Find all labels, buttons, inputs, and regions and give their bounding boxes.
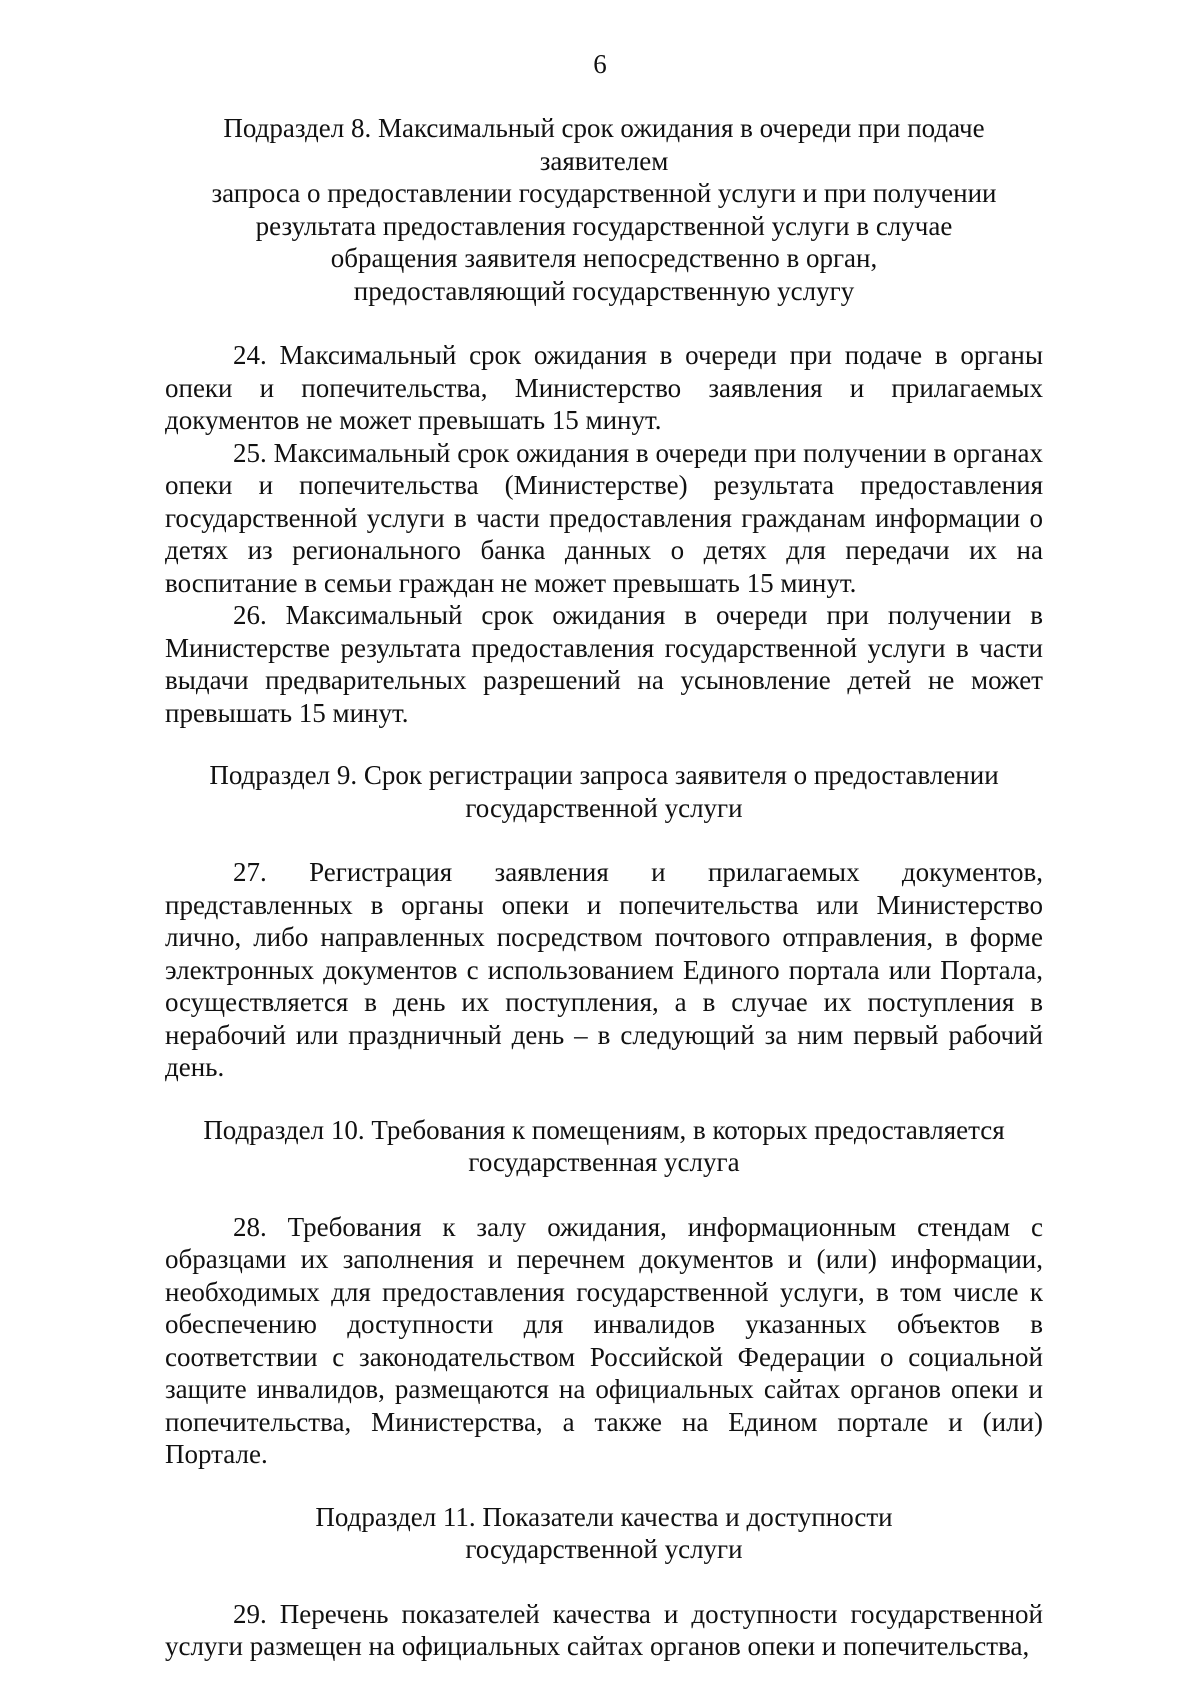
subsection-10 xyxy=(165,1114,1043,1471)
paragraph-29: 29. Перечень показателей качества и доступности государственной услуги размещен на официальных сайтах органов опеки и попечительства, xyxy=(165,1598,1043,1661)
heading-line: государственной услуги xyxy=(465,792,743,823)
heading-line: Подраздел 11. Показатели качества и доступности xyxy=(315,1501,893,1532)
subsection-9 xyxy=(165,759,1043,1084)
paragraph-26: 26. Максимальный срок ожидания в очереди при получении в Министерстве результата предоставления государственной услуги в части выдачи предварительных разрешений на усыновление детей не может превышать 15 минут. xyxy=(165,600,1043,728)
heading-line: Подраздел 10. Требования к помещениям, в которых предоставляется xyxy=(203,1114,1005,1145)
subsection-heading xyxy=(165,112,1043,307)
heading-line: предоставляющий государственную услугу xyxy=(353,275,855,306)
page-number: 6 xyxy=(593,49,607,79)
heading-line: Подраздел 9. Срок регистрации запроса заявителя о предоставлении xyxy=(209,760,999,790)
heading-line: Подраздел 8. Максимальный срок ожидания в очереди при подаче заявителем xyxy=(223,113,985,176)
subsection-heading xyxy=(165,1501,1043,1566)
subsection-11 xyxy=(165,1501,1043,1663)
paragraph-25: 25. Максимальный срок ожидания в очереди при получении в органах опеки и попечительства (Министерстве) результата предоставления государственной услуги в части предоставления гражданам информации о детях из регионального банка данных о детях для передачи их на воспитание в семьи граждан не может превышать 15 минут. xyxy=(165,437,1043,598)
subsection-heading xyxy=(165,759,1043,824)
heading-line: государственная услуга xyxy=(468,1147,740,1177)
document-body xyxy=(165,112,1043,1663)
heading-line: государственной услуги xyxy=(465,1534,743,1564)
paragraph-27: 27. Регистрация заявления и прилагаемых документов, представленных в органы опеки и попечительства или Министерство лично, либо направленных посредством почтового отправления, в форме электронных документов с использованием Единого портала или Портала, осуществляется в день их поступления, а в случае их поступления в нерабочий или праздничный день – в следующий за ним первый рабочий день. xyxy=(165,857,1043,1082)
subsection-8 xyxy=(165,112,1043,729)
heading-line: обращения заявителя непосредственно в орган, xyxy=(330,243,878,273)
heading-line: запроса о предоставлении государственной услуги и при получении xyxy=(211,178,997,208)
paragraph-28: 28. Требования к залу ожидания, информационным стендам с образцами их заполнения и перечнем документов и (или) информации, необходимых для предоставления государственной услуги, в том числе к обеспечению доступности для инвалидов указанных объектов в соответствии с законодательством Российской Федерации о социальной защите инвалидов, размещаются на официальных сайтах органов опеки и попечительства, Министерства, а также на Едином портале и (или) Портале. xyxy=(165,1211,1043,1469)
heading-line: результата предоставления государственной услуги в случае xyxy=(255,210,953,241)
paragraph-24: 24. Максимальный срок ожидания в очереди при подаче в органы опеки и попечительства, Министерство заявления и прилагаемых документов не может превышать 15 минут. xyxy=(165,340,1043,435)
subsection-heading xyxy=(165,1114,1043,1179)
